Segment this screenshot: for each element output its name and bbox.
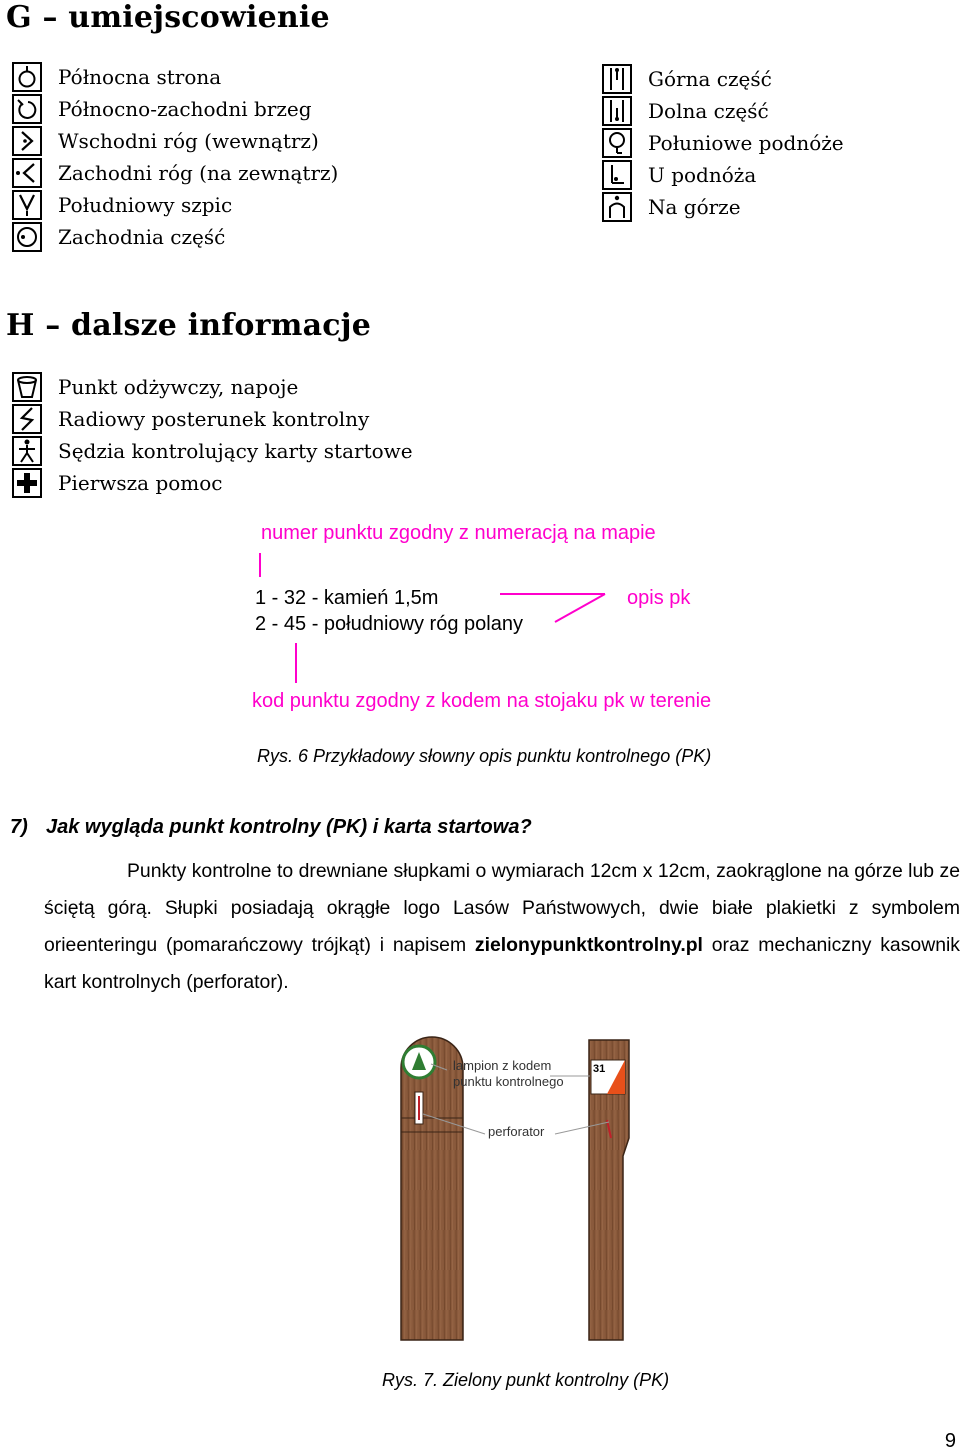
west-part-icon [12, 222, 42, 252]
northwest-edge-icon [12, 94, 42, 124]
fig6-top-note: numer punktu zgodny z numeracją na mapie [261, 522, 656, 544]
list-item-label: Zachodni róg (na zewnątrz) [58, 161, 339, 185]
fig6-side-note: opis pk [627, 587, 691, 609]
list-item-label: Punkt odżywczy, napoje [58, 375, 299, 399]
list-item [602, 191, 741, 223]
list-item [12, 371, 298, 403]
radio-lightning-icon [12, 404, 42, 434]
list-item [12, 189, 232, 221]
list-item-label: U podnóża [648, 163, 757, 187]
judge-person-icon [12, 436, 42, 466]
upper-part-icon [602, 64, 632, 94]
fig7-caption: Rys. 7. Zielony punkt kontrolny (PK) [382, 1370, 670, 1390]
fig6-line2: 2 - 45 - południowy róg polany [255, 613, 523, 635]
fig6-bottom-note: kod punktu zgodny z kodem na stojaku pk w terenie [252, 690, 712, 712]
fig7-label-lampion-line2: punktu kontrolnego [453, 1074, 564, 1089]
list-item-label: Górna część [648, 67, 772, 91]
list-item [12, 93, 312, 125]
list-item-label: Sędzia kontrolujący karty startowe [58, 439, 413, 463]
fig6-bottom-connector [295, 643, 297, 683]
fig6-description-arrows [495, 588, 615, 628]
list-item-label: Południowy szpic [58, 193, 233, 217]
fig7-label-perforator: perforator [488, 1124, 545, 1139]
paragraph-bold-link: zielonypunktkontrolny.pl [474, 934, 703, 956]
list-item-label: Dolna część [648, 99, 769, 123]
fig7-code-text: 31 [593, 1063, 606, 1075]
fig6-caption: Rys. 6 Przykładowy słowny opis punktu kontrolnego (PK) [257, 746, 712, 766]
question-heading [10, 816, 532, 839]
body-paragraph [44, 853, 960, 1001]
fig7-label-lampion [453, 1058, 564, 1090]
fig6-top-connector [259, 553, 261, 577]
list-item-label: Północno-zachodni brzeg [58, 97, 312, 121]
list-item-label: Północna strona [58, 65, 222, 89]
list-item-label: Pierwsza pomoc [58, 471, 223, 495]
first-aid-cross-icon [12, 468, 42, 498]
list-item [12, 403, 369, 435]
list-item [12, 61, 221, 93]
list-item [12, 435, 413, 467]
question-number: 7) [10, 816, 28, 838]
list-item-label: Wschodni róg (wewnątrz) [58, 129, 319, 153]
east-corner-inside-icon [12, 126, 42, 156]
west-corner-outside-icon [12, 158, 42, 188]
list-item-label: Połuniowe podnóże [648, 131, 844, 155]
north-side-icon [12, 62, 42, 92]
foot-icon [602, 160, 632, 190]
list-item [602, 95, 769, 127]
fig6-line1: 1 - 32 - kamień 1,5m [255, 587, 439, 609]
list-item [12, 157, 338, 189]
south-tip-icon [12, 190, 42, 220]
list-item-label: Na górze [648, 195, 741, 219]
list-item [602, 63, 772, 95]
paragraph-part2: oraz mechaniczny kasownik kart kontrolnych (perforator). [44, 934, 960, 993]
question-text: Jak wygląda punkt kontrolny (PK) i karta startowa? [46, 816, 532, 838]
list-item [12, 221, 225, 253]
list-item [12, 125, 319, 157]
paragraph-part1: Punkty kontrolne to drewniane słupkami o wymiarach 12cm x 12cm, zaokrąglone na górze lub ze ściętą górą. Słupki posiadają okrągłe logo Lasów Państwowych, dwie białe plakietki z symbolem orieenteringu (pomarańczowy trójkąt) i napisem [44, 860, 960, 956]
list-item-label: Zachodnia część [58, 225, 226, 249]
list-item-label: Radiowy posterunek kontrolny [58, 407, 370, 431]
on-top-icon [602, 192, 632, 222]
section-g-title: G – umiejscowienie [6, 0, 330, 35]
fig7-label-lampion-line1: lampion z kodem [453, 1058, 552, 1073]
list-item [12, 467, 223, 499]
refreshment-cup-icon [12, 372, 42, 402]
list-item [602, 127, 844, 159]
page-number: 9 [944, 1430, 956, 1452]
list-item [602, 159, 756, 191]
south-foot-icon [602, 128, 632, 158]
section-h-title: H – dalsze informacje [6, 308, 372, 343]
lower-part-icon [602, 96, 632, 126]
